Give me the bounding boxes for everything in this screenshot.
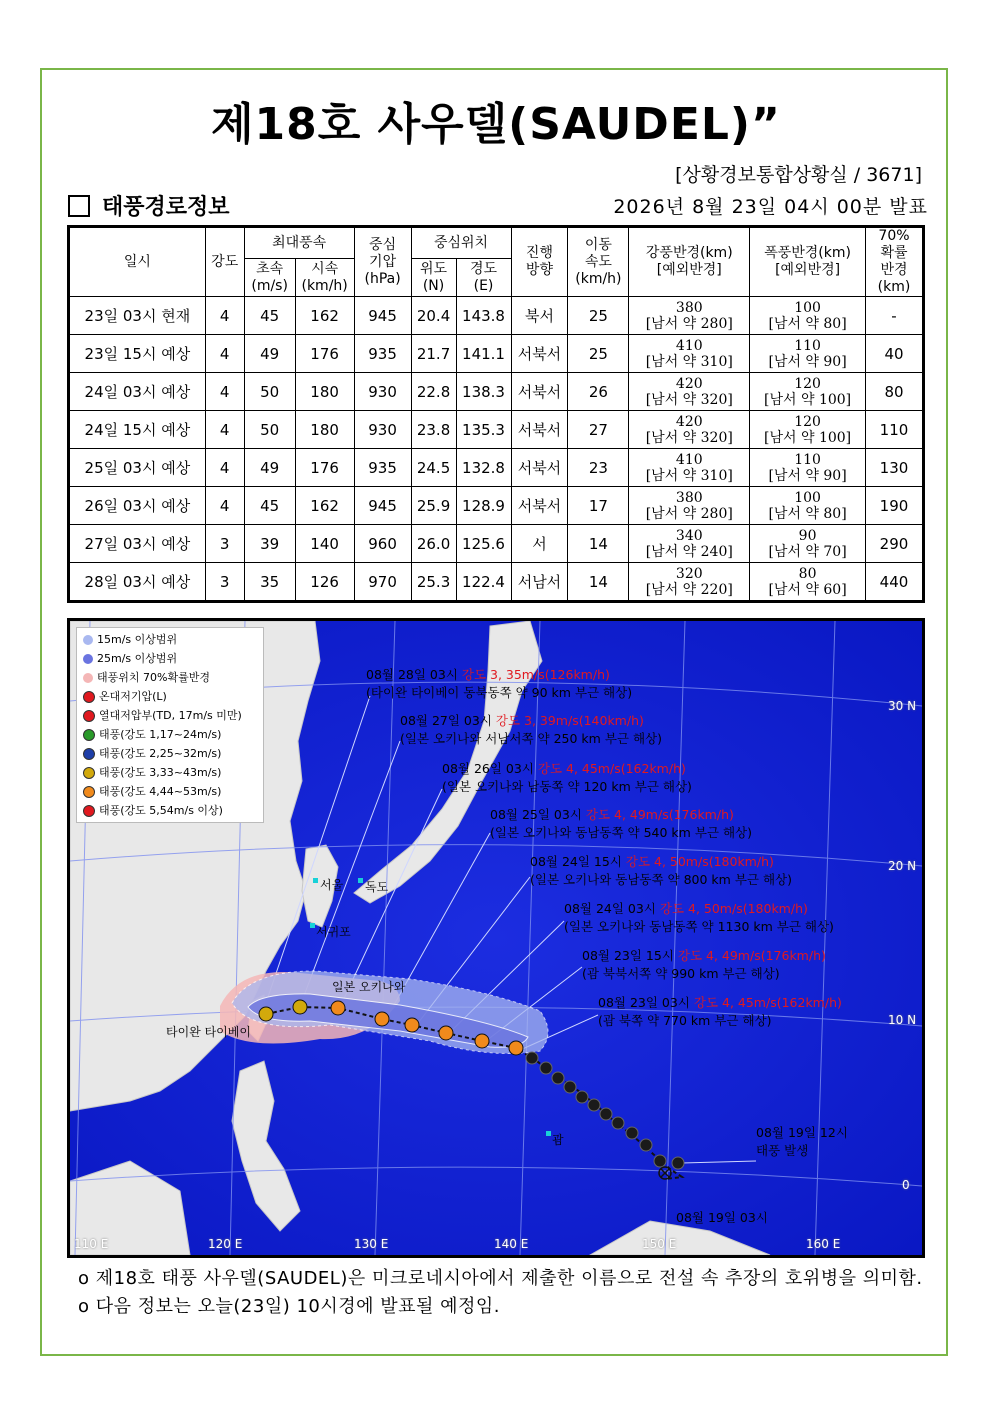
legend-label: 태풍(강도 2,25~32m/s) (99, 747, 222, 760)
cell-wind-ms: 50 (244, 373, 295, 411)
header-speed: 이동 속도 (km/h) (568, 227, 629, 297)
legend-symbol-icon (83, 729, 95, 741)
note-name-origin: o 제18호 태풍 사우델(SAUDEL)은 미크로네시아에서 제출한 이름으로 전설 속 추장의 호위병을 의미함. (78, 1268, 923, 1289)
legend-symbol-icon (83, 710, 95, 722)
label-25-03: 08월 25일 03시 강도 4, 49m/s(176km/h) (일본 오키나와 동남동쪽 약 540 km 부근 해상) (490, 807, 752, 840)
legend-symbol-icon (83, 748, 95, 760)
cell-strong-radius: 420 [남서 약 320] (629, 373, 750, 411)
city-seogwipo: 서귀포 (316, 925, 351, 939)
past-point (564, 1081, 576, 1093)
cell-strong-radius: 410 [남서 약 310] (629, 449, 750, 487)
typhoon-track-table (67, 225, 925, 603)
past-point (600, 1108, 612, 1120)
table-row (69, 411, 924, 449)
legend-symbol-icon (83, 673, 93, 683)
cell-lat: 25.3 (411, 563, 456, 602)
cell-prob-radius: 80 (865, 373, 923, 411)
cell-direction: 서남서 (511, 563, 568, 602)
cell-lat: 21.7 (411, 335, 456, 373)
label-23-15: 08월 23일 15시 강도 4, 49m/s(176km/h) (괌 북북서쪽 약 990 km 부근 해상) (582, 948, 826, 981)
track-table-body (69, 297, 924, 602)
label-24-15: 08월 24일 15시 강도 4, 50m/s(180km/h) (일본 오키나와 동남동쪽 약 800 km 부근 해상) (530, 854, 792, 887)
cell-pressure: 945 (354, 487, 411, 525)
cell-storm-radius: 100 [남서 약 80] (750, 297, 866, 335)
past-point (672, 1157, 684, 1169)
td-start-label: 08월 19일 03시 (676, 1210, 768, 1225)
header-lat: 위도 (N) (411, 259, 456, 297)
table-row (69, 563, 924, 602)
header-storm-radius: 폭풍반경(km) [예외반경] (750, 227, 866, 297)
past-point (654, 1155, 666, 1167)
table-row (69, 525, 924, 563)
cell-wind-ms: 45 (244, 487, 295, 525)
cell-pressure: 935 (354, 449, 411, 487)
cell-speed: 25 (568, 297, 629, 335)
checkbox-icon (68, 195, 90, 217)
past-point (588, 1099, 600, 1111)
cell-strong-radius: 320 [남서 약 220] (629, 563, 750, 602)
point-23-15 (475, 1034, 489, 1048)
point-28-03 (259, 1007, 273, 1021)
cell-direction: 서북서 (511, 449, 568, 487)
lon-label-140: 140 E (494, 1237, 529, 1251)
header-max-wind: 최대풍속 (244, 227, 354, 259)
cell-datetime: 24일 15시 예상 (69, 411, 206, 449)
dokdo-marker (358, 878, 363, 883)
cell-wind-ms: 45 (244, 297, 295, 335)
legend-item (83, 801, 257, 820)
cell-prob-radius: 290 (865, 525, 923, 563)
cell-prob-radius: - (865, 297, 923, 335)
cell-lat: 23.8 (411, 411, 456, 449)
legend-item (83, 687, 257, 706)
legend-symbol-icon (83, 805, 95, 817)
typhoon-track-map (67, 618, 925, 1258)
cell-strong-radius: 340 [남서 약 240] (629, 525, 750, 563)
header-strong-radius: 강풍반경(km) [예외반경] (629, 227, 750, 297)
past-point (640, 1139, 652, 1151)
legend-item (83, 706, 257, 725)
cell-speed: 14 (568, 525, 629, 563)
cell-datetime: 28일 03시 예상 (69, 563, 206, 602)
cell-storm-radius: 110 [남서 약 90] (750, 335, 866, 373)
lat-label-0: 0 (902, 1178, 910, 1192)
legend-item (83, 649, 257, 668)
table-row (69, 297, 924, 335)
cell-storm-radius: 120 [남서 약 100] (750, 373, 866, 411)
cell-wind-kmh: 180 (295, 411, 354, 449)
legend-item (83, 668, 257, 687)
cell-wind-ms: 39 (244, 525, 295, 563)
legend-item (83, 744, 257, 763)
past-point (526, 1052, 538, 1064)
cell-lat: 24.5 (411, 449, 456, 487)
legend-label: 온대저기압(L) (99, 690, 167, 703)
cell-lon: 122.4 (456, 563, 511, 602)
cell-speed: 23 (568, 449, 629, 487)
cell-wind-kmh: 126 (295, 563, 354, 602)
cell-speed: 27 (568, 411, 629, 449)
point-24-15 (405, 1018, 419, 1032)
cell-prob-radius: 40 (865, 335, 923, 373)
lon-label-160: 160 E (806, 1237, 841, 1251)
cell-datetime: 26일 03시 예상 (69, 487, 206, 525)
cell-pressure: 945 (354, 297, 411, 335)
legend-symbol-icon (83, 654, 93, 664)
cell-grade: 3 (205, 525, 244, 563)
cell-prob-radius: 130 (865, 449, 923, 487)
cell-wind-kmh: 162 (295, 487, 354, 525)
cell-wind-ms: 50 (244, 411, 295, 449)
cell-storm-radius: 100 [남서 약 80] (750, 487, 866, 525)
cell-lat: 22.8 (411, 373, 456, 411)
cell-wind-ms: 35 (244, 563, 295, 602)
legend-label: 25m/s 이상범위 (97, 652, 178, 665)
table-row (69, 335, 924, 373)
city-okinawa: 일본 오키나와 (332, 980, 406, 994)
header-wind-kmh: 시속 (km/h) (295, 259, 354, 297)
cell-lon: 143.8 (456, 297, 511, 335)
genesis-label: 08월 19일 12시 태풍 발생 (756, 1125, 848, 1158)
cell-lat: 25.9 (411, 487, 456, 525)
cell-storm-radius: 80 [남서 약 60] (750, 563, 866, 602)
cell-lat: 26.0 (411, 525, 456, 563)
cell-wind-kmh: 162 (295, 297, 354, 335)
legend-item (83, 763, 257, 782)
cell-speed: 14 (568, 563, 629, 602)
lat-label-10: 10 N (888, 1013, 917, 1027)
cell-wind-ms: 49 (244, 449, 295, 487)
lat-label-30: 30 N (888, 699, 917, 713)
city-seoul: 서울 (320, 878, 344, 892)
cell-wind-ms: 49 (244, 335, 295, 373)
cell-pressure: 935 (354, 335, 411, 373)
past-point (540, 1062, 552, 1074)
point-24-03 (439, 1026, 453, 1040)
cell-strong-radius: 380 [남서 약 280] (629, 297, 750, 335)
cell-direction: 서북서 (511, 335, 568, 373)
table-row (69, 487, 924, 525)
cell-lon: 125.6 (456, 525, 511, 563)
past-point (626, 1127, 638, 1139)
city-taipei: 타이완 타이베이 (166, 1025, 251, 1039)
cell-grade: 4 (205, 335, 244, 373)
past-point (552, 1072, 564, 1084)
legend-item (83, 630, 257, 649)
cell-grade: 4 (205, 297, 244, 335)
legend-label: 태풍(강도 5,54m/s 이상) (99, 804, 223, 817)
city-guam: 괌 (552, 1133, 564, 1147)
legend-label: 태풍(강도 1,17~24m/s) (99, 728, 222, 741)
cell-speed: 26 (568, 373, 629, 411)
cell-wind-kmh: 140 (295, 525, 354, 563)
cell-pressure: 970 (354, 563, 411, 602)
seogwipo-marker (310, 923, 315, 928)
table-row (69, 373, 924, 411)
note-next-issue: o 다음 정보는 오늘(23일) 10시경에 발표될 예정임. (78, 1296, 501, 1317)
city-dokdo: 독도 (365, 880, 389, 894)
label-26-03: 08월 26일 03시 강도 4, 45m/s(162km/h) (일본 오키나와 남동쪽 약 120 km 부근 해상) (442, 761, 692, 794)
section-label: 태풍경로정보 (102, 195, 230, 220)
map-legend (76, 627, 264, 823)
cell-prob-radius: 110 (865, 411, 923, 449)
point-27-03 (293, 1000, 307, 1014)
cell-storm-radius: 90 [남서 약 70] (750, 525, 866, 563)
legend-label: 태풍위치 70%확률반경 (97, 671, 210, 684)
cell-strong-radius: 420 [남서 약 320] (629, 411, 750, 449)
lon-label-110: 110 E (74, 1237, 109, 1251)
cell-wind-kmh: 180 (295, 373, 354, 411)
header-center: 중심위치 (411, 227, 511, 259)
cell-grade: 4 (205, 411, 244, 449)
cell-grade: 3 (205, 563, 244, 602)
cell-lon: 135.3 (456, 411, 511, 449)
cell-strong-radius: 380 [남서 약 280] (629, 487, 750, 525)
seoul-marker (313, 878, 318, 883)
cell-grade: 4 (205, 449, 244, 487)
lon-label-120: 120 E (208, 1237, 243, 1251)
cell-lon: 138.3 (456, 373, 511, 411)
legend-item (83, 725, 257, 744)
header-pressure: 중심 기압 (hPa) (354, 227, 411, 297)
table-row (69, 449, 924, 487)
cell-lon: 141.1 (456, 335, 511, 373)
cell-prob-radius: 190 (865, 487, 923, 525)
cell-direction: 서북서 (511, 487, 568, 525)
cell-storm-radius: 110 [남서 약 90] (750, 449, 866, 487)
header-prob-radius: 70% 확률 반경 (km) (865, 227, 923, 297)
cell-speed: 17 (568, 487, 629, 525)
cell-wind-kmh: 176 (295, 449, 354, 487)
cell-lat: 20.4 (411, 297, 456, 335)
cell-datetime: 24일 03시 예상 (69, 373, 206, 411)
legend-symbol-icon (83, 691, 95, 703)
label-28-03: 08월 28일 03시 강도 3, 35m/s(126km/h) (타이완 타이베이 동북동쪽 약 90 km 부근 해상) (366, 667, 633, 700)
legend-label: 15m/s 이상범위 (97, 633, 178, 646)
page-title: 제18호 사우델(SAUDEL)” (211, 99, 781, 150)
legend-label: 열대저압부(TD, 17m/s 미만) (99, 709, 242, 722)
lon-label-150: 150 E (642, 1237, 677, 1251)
lon-label-130: 130 E (354, 1237, 389, 1251)
label-24-03: 08월 24일 03시 강도 4, 50m/s(180km/h) (일본 오키나와 동남동쪽 약 1130 km 부근 해상) (564, 901, 834, 934)
cell-wind-kmh: 176 (295, 335, 354, 373)
cell-grade: 4 (205, 487, 244, 525)
cell-pressure: 960 (354, 525, 411, 563)
point-26-03 (331, 1001, 345, 1015)
header-wind-ms: 초속 (m/s) (244, 259, 295, 297)
cell-lon: 128.9 (456, 487, 511, 525)
point-23-03 (509, 1041, 523, 1055)
cell-direction: 북서 (511, 297, 568, 335)
cell-speed: 25 (568, 335, 629, 373)
cell-datetime: 25일 03시 예상 (69, 449, 206, 487)
past-point (612, 1117, 624, 1129)
cell-strong-radius: 410 [남서 약 310] (629, 335, 750, 373)
header-datetime: 일시 (69, 227, 206, 297)
cell-lon: 132.8 (456, 449, 511, 487)
cell-storm-radius: 120 [남서 약 100] (750, 411, 866, 449)
label-23-03: 08월 23일 03시 강도 4, 45m/s(162km/h) (괌 북쪽 약 770 km 부근 해상) (598, 995, 842, 1028)
office-label: [상황경보통합상황실 / 3671] (675, 164, 922, 186)
legend-symbol-icon (83, 635, 93, 645)
cell-prob-radius: 440 (865, 563, 923, 602)
issued-time: 2026년 8월 23일 04시 00분 발표 (613, 196, 928, 218)
cell-pressure: 930 (354, 373, 411, 411)
cell-direction: 서북서 (511, 373, 568, 411)
legend-symbol-icon (83, 767, 95, 779)
cell-direction: 서 (511, 525, 568, 563)
legend-item (83, 782, 257, 801)
header-intensity: 강도 (205, 227, 244, 297)
cell-datetime: 23일 03시 현재 (69, 297, 206, 335)
legend-label: 태풍(강도 3,33~43m/s) (99, 766, 222, 779)
cell-pressure: 930 (354, 411, 411, 449)
cell-direction: 서북서 (511, 411, 568, 449)
label-27-03: 08월 27일 03시 강도 3, 39m/s(140km/h) (일본 오키나와 서남서쪽 약 250 km 부근 해상) (400, 713, 662, 746)
cell-grade: 4 (205, 373, 244, 411)
header-lon: 경도 (E) (456, 259, 511, 297)
point-25-03 (375, 1012, 389, 1026)
section-heading (68, 190, 230, 221)
cell-datetime: 27일 03시 예상 (69, 525, 206, 563)
legend-label: 태풍(강도 4,44~53m/s) (99, 785, 222, 798)
legend-symbol-icon (83, 786, 95, 798)
cell-datetime: 23일 15시 예상 (69, 335, 206, 373)
guam-marker (546, 1131, 551, 1136)
past-point (576, 1091, 588, 1103)
header-direction: 진행 방향 (511, 227, 568, 297)
lat-label-20: 20 N (888, 859, 917, 873)
